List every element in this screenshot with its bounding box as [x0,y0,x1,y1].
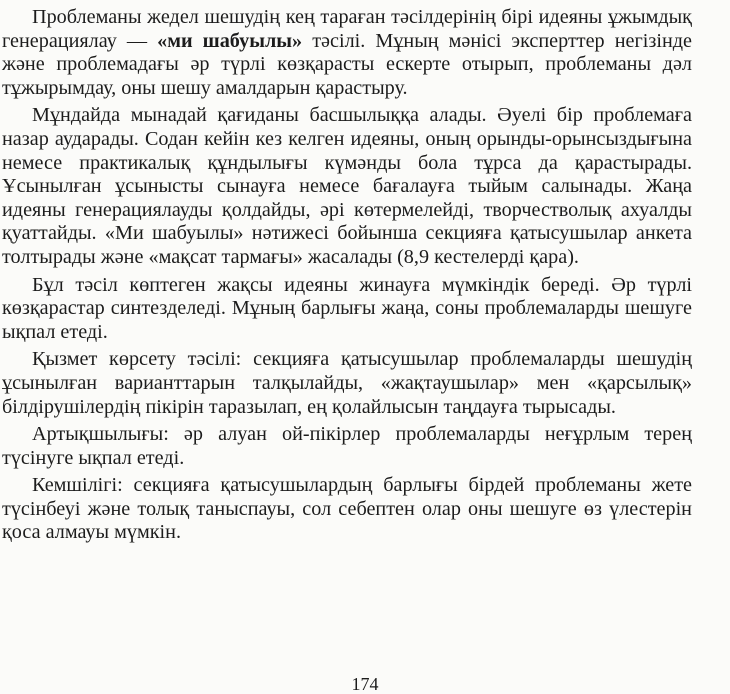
paragraph-1-text-end: тәсілі. Мұның мәнісі эксперттер негізінде және проблемадағы әр түрлі көзқарасты ескерте отырып, проблеманы дәл тұжырымдау, оны шешу амалдарын қарастыру. [2,29,692,99]
paragraph-1-text-start: Проблеманы жедел шешудің кең тараған тәсілдерінің бірі идеяны ұжымдық генерациялау — [2,6,692,52]
paragraph-5: Артықшылығы: әр алуан ой-пікірлер проблемаларды неғұрлым терең түсінуге ықпал етеді. [2,423,692,469]
paragraph-3: Бұл тәсіл көптеген жақсы идеяны жинауға мүмкіндік береді. Әр түрлі көзқарастар синтезделеді. Мұның барлығы жаңа, соны проблемаларды шешуге ықпал етеді. [2,273,692,343]
paragraph-2: Мұндайда мынадай қағиданы басшылыққа алады. Әуелі бір проблемаға назар аударады. Содан кейін кез келген идеяны, оның орынды-орынсыздығына немесе практикалық құндылығы күмәнды бола тұрса да қарастырады. Ұсынылған ұсынысты сынауға немесе бағалауға тыйым салынады. Жаңа идеяны генерациялауды қолдайды, әрі көтермелейді, творчестволық ахуалды қуаттайды. «Ми шабуылы» нәтижесі бойынша секцияға қатысушылар анкета толтырады және «мақсат тармағы» жасалады (8,9 кестелерді қара). [2,104,692,268]
paragraph-4: Қызмет көрсету тәсілі: секцияға қатысушылар проблемаларды шешудің ұсынылған варианттарын талқылайды, «жақтаушылар» мен «қарсылық» білдірушілердің пікірін таразылап, ең қолайлысын таңдауға тырысады. [2,348,692,418]
paragraph-1 [2,6,692,100]
method-name-bold: «ми шабуылы» [157,29,303,52]
body-text [2,6,692,545]
paragraph-6: Кемшілігі: секцияға қатысушылардың барлығы бірдей проблеманы жете түсінбеуі және толық таныспауы, сол себептен олар оны шешуге өз үлестерін қоса алмауы мүмкін. [2,474,692,544]
page-number: 174 [351,674,379,694]
